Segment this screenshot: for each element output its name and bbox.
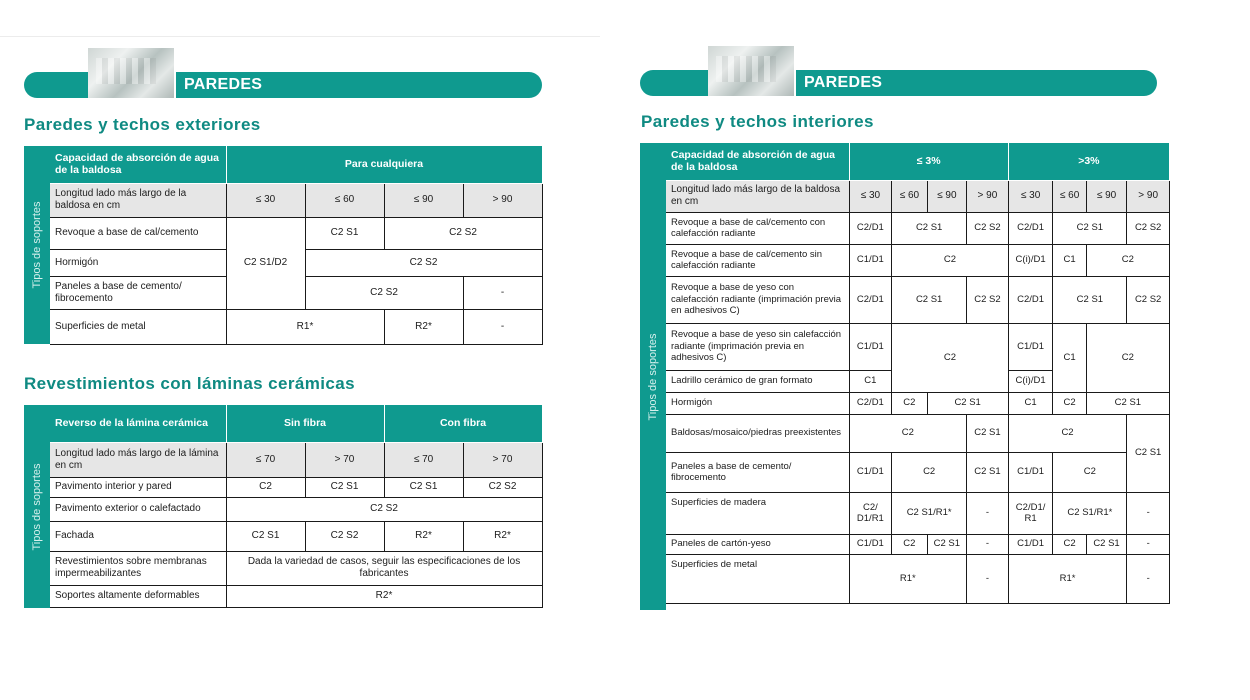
- table-cell: C2/D1: [849, 276, 892, 323]
- row-label: Pavimento exterior o calefactado: [50, 497, 226, 521]
- side-label-bar: [24, 146, 50, 344]
- ceramic-table: [24, 405, 542, 608]
- table-cell: C2 S1: [1127, 414, 1170, 492]
- group-header-high-absorption: >3%: [1008, 143, 1169, 180]
- table-cell: C2: [1053, 392, 1086, 414]
- row-label: Revoque a base de yeso con calefacción radiante (imprimación previa en adhesivos C): [666, 276, 849, 323]
- table-cell: C2: [1053, 452, 1127, 492]
- table-cell: C2 S2: [1127, 276, 1170, 323]
- right-page: [620, 0, 1250, 700]
- table-cell: C2 S2: [967, 276, 1009, 323]
- table-cell: C2 S1: [384, 477, 463, 497]
- table-cell: C2 S1: [1053, 276, 1127, 323]
- table-cell: C2/D1/ R1: [1008, 492, 1053, 534]
- table-cell: C1: [1053, 244, 1086, 276]
- size-header-cell: ≤ 90: [384, 183, 463, 217]
- table-cell: C2: [892, 452, 967, 492]
- table-cell: C2 S2: [305, 276, 463, 309]
- table-cell: C2 S2: [305, 521, 384, 551]
- table-cell: -: [967, 554, 1009, 603]
- table-cell: C2 S1: [927, 392, 1008, 414]
- side-label-bar: [640, 143, 666, 610]
- table-cell: C2/D1: [849, 392, 892, 414]
- table-cell: C2 S1: [305, 477, 384, 497]
- table-cell: C2: [849, 414, 967, 452]
- row-label: Ladrillo cerámico de gran formato: [666, 370, 849, 392]
- section-banner: [640, 70, 1157, 96]
- table-cell: C2 S2: [305, 249, 542, 276]
- table-cell: C1/D1: [849, 452, 892, 492]
- table-cell: C2 S1: [226, 521, 305, 551]
- row-label: Paneles a base de cemento/ fibrocemento: [666, 452, 849, 492]
- interior-table: [640, 143, 1170, 610]
- banner-title: PAREDES: [804, 74, 883, 91]
- table-cell: R1*: [1008, 554, 1127, 603]
- table-cell: C2/D1: [849, 212, 892, 244]
- table-cell: C2 S1: [892, 212, 967, 244]
- row-label: Revoque a base de cal/cemento sin calefacción radiante: [666, 244, 849, 276]
- table-cell: C2 S1/D2: [226, 217, 305, 309]
- exterior-table: [24, 146, 542, 344]
- table-cell: C2 S2: [226, 497, 542, 521]
- size-header-cell: > 90: [967, 180, 1009, 212]
- row-label: Revoque a base de cal/cemento con calefacción radiante: [666, 212, 849, 244]
- table-cell: C2 S2: [967, 212, 1009, 244]
- size-header-cell: ≤ 60: [1053, 180, 1086, 212]
- row-label: Revestimientos sobre membranas impermeabilizantes: [50, 551, 226, 585]
- size-header-cell: > 90: [463, 183, 542, 217]
- table-cell: C2 S1: [1086, 392, 1169, 414]
- table-cell: C2: [1086, 244, 1169, 276]
- size-header-label: Longitud lado más largo de la baldosa en cm: [666, 180, 849, 212]
- ceramic-section-title: Revestimientos con láminas cerámicas: [24, 374, 355, 393]
- table-cell: -: [463, 309, 542, 344]
- table-cell: C2 S1: [1086, 534, 1127, 554]
- table-cell: R2*: [226, 585, 542, 607]
- table-cell: -: [1127, 534, 1170, 554]
- table-cell: C2: [1053, 534, 1086, 554]
- table-cell: -: [1127, 492, 1170, 534]
- row-label: Revoque a base de yeso sin calefacción radiante (imprimación previa en adhesivos C): [666, 323, 849, 370]
- table-cell: C(i)/D1: [1008, 370, 1053, 392]
- side-label: Tipos de soportes: [647, 332, 659, 421]
- side-label: Tipos de soportes: [31, 201, 43, 289]
- table-cell: C1/D1: [1008, 452, 1053, 492]
- table-cell: C1/D1: [849, 244, 892, 276]
- group-header-con-fibra: Con fibra: [384, 405, 542, 442]
- table-cell: C2/D1: [1008, 276, 1053, 323]
- absorption-header-value: Para cualquiera: [226, 146, 542, 183]
- row-label: Revoque a base de cal/cemento: [50, 217, 226, 249]
- absorption-header-label: Capacidad de absorción de agua de la baldosa: [50, 146, 226, 183]
- group-header-low-absorption: ≤ 3%: [849, 143, 1008, 180]
- left-page: [0, 0, 600, 700]
- row-label: Paneles a base de cemento/ fibrocemento: [50, 276, 226, 309]
- table-cell: -: [1127, 554, 1170, 603]
- size-header-cell: ≤ 30: [1008, 180, 1053, 212]
- table-cell: C2: [226, 477, 305, 497]
- size-header-cell: > 70: [305, 442, 384, 477]
- size-header-cell: ≤ 30: [226, 183, 305, 217]
- table-cell: R2*: [384, 309, 463, 344]
- exterior-section-title: Paredes y techos exteriores: [24, 115, 261, 134]
- row-label: Superficies de madera: [666, 492, 849, 534]
- table-cell: R2*: [384, 521, 463, 551]
- table-cell: C2: [892, 244, 1009, 276]
- table-cell: C2 S1: [305, 217, 384, 249]
- table-cell: -: [463, 276, 542, 309]
- size-header-label: Longitud lado más largo de la lámina en cm: [50, 442, 226, 477]
- size-header-label: Longitud lado más largo de la baldosa en cm: [50, 183, 226, 217]
- table-cell: C2 S2: [1127, 212, 1170, 244]
- size-header-cell: ≤ 90: [1086, 180, 1127, 212]
- row-label: Soportes altamente deformables: [50, 585, 226, 607]
- group-header-sin-fibra: Sin fibra: [226, 405, 384, 442]
- size-header-cell: > 90: [1127, 180, 1170, 212]
- size-header-cell: ≤ 70: [226, 442, 305, 477]
- table-cell: R2*: [463, 521, 542, 551]
- wall-photo-thumbnail: [708, 46, 796, 96]
- size-header-cell: ≤ 60: [305, 183, 384, 217]
- row-label: Superficies de metal: [50, 309, 226, 344]
- table-cell: R1*: [226, 309, 384, 344]
- table-cell: C1: [1008, 392, 1053, 414]
- absorption-header-label: Capacidad de absorción de agua de la baldosa: [666, 143, 849, 180]
- table-cell: C2 S1: [967, 452, 1009, 492]
- row-label: Pavimento interior y pared: [50, 477, 226, 497]
- table-cell: R1*: [849, 554, 967, 603]
- table-cell: C1/D1: [1008, 534, 1053, 554]
- size-header-cell: ≤ 70: [384, 442, 463, 477]
- size-header-cell: ≤ 30: [849, 180, 892, 212]
- table-cell: C2: [892, 534, 927, 554]
- table-cell: C2: [1008, 414, 1127, 452]
- table-cell: C2 S2: [463, 477, 542, 497]
- table-cell: C2: [892, 392, 927, 414]
- table-cell: C(i)/D1: [1008, 244, 1053, 276]
- table-cell: -: [967, 492, 1009, 534]
- table-cell: C1/D1: [1008, 323, 1053, 370]
- row-label: Paneles de cartón-yeso: [666, 534, 849, 554]
- table-cell: C2: [892, 323, 1009, 392]
- page-top-divider: [0, 36, 600, 37]
- table-cell: C2/ D1/R1: [849, 492, 892, 534]
- interior-section-title: Paredes y techos interiores: [641, 112, 874, 131]
- table-cell: C1/D1: [849, 323, 892, 370]
- table-cell: C2 S2: [384, 217, 542, 249]
- table-cell: C1: [1053, 323, 1086, 392]
- table-cell: C2/D1: [1008, 212, 1053, 244]
- table-cell: C2 S1: [1053, 212, 1127, 244]
- table-cell: C2 S1: [927, 534, 967, 554]
- table-cell: -: [967, 534, 1009, 554]
- row-label: Hormigón: [666, 392, 849, 414]
- table-cell: C2 S1: [892, 276, 967, 323]
- wall-photo-thumbnail: [88, 48, 176, 98]
- side-label-bar: [24, 405, 50, 608]
- row-label: Baldosas/mosaico/piedras preexistentes: [666, 414, 849, 452]
- table-cell: C1: [849, 370, 892, 392]
- size-header-cell: > 70: [463, 442, 542, 477]
- table-cell: C2 S1: [967, 414, 1009, 452]
- banner-title: PAREDES: [184, 76, 263, 93]
- side-label: Tipos de soportes: [31, 462, 43, 551]
- section-banner: [24, 72, 542, 98]
- table-cell: Dada la variedad de casos, seguir las especificaciones de los fabricantes: [226, 551, 542, 585]
- reverse-header-label: Reverso de la lámina cerámica: [50, 405, 226, 442]
- table-cell: C2 S1/R1*: [892, 492, 967, 534]
- row-label: Superficies de metal: [666, 554, 849, 603]
- table-cell: C2 S1/R1*: [1053, 492, 1127, 534]
- row-label: Hormigón: [50, 249, 226, 276]
- size-header-cell: ≤ 60: [892, 180, 927, 212]
- table-cell: C1/D1: [849, 534, 892, 554]
- row-label: Fachada: [50, 521, 226, 551]
- table-cell: C2: [1086, 323, 1169, 392]
- size-header-cell: ≤ 90: [927, 180, 967, 212]
